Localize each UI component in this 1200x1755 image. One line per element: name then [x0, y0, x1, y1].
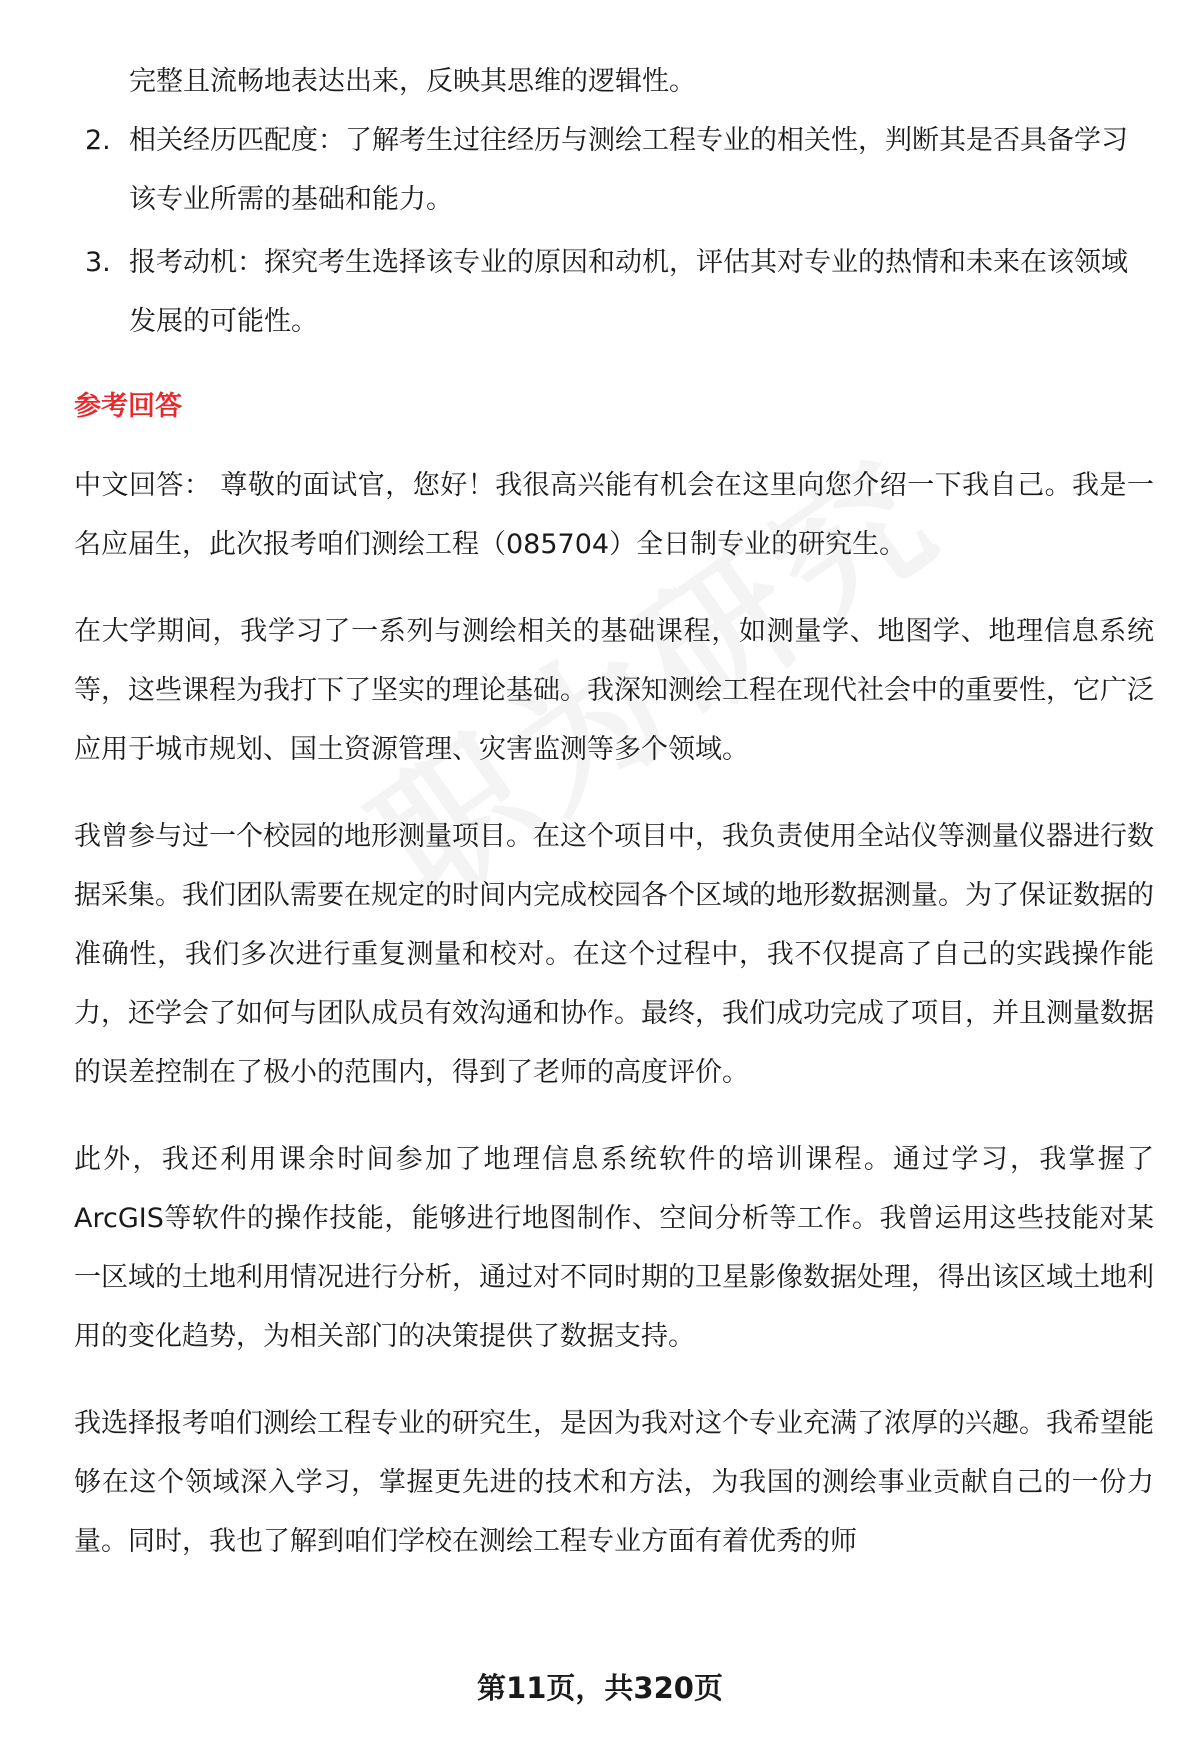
list-item	[74, 233, 1154, 351]
list-number: 3.	[85, 247, 111, 278]
paragraph: 我选择报考咱们测绘工程专业的研究生，是因为我对这个专业充满了浓厚的兴趣。我希望能够在这个领域深入学习，掌握更先进的技术和方法，为我国的测绘事业贡献自己的一份力量。同时，我也了解到咱们学校在测绘工程专业方面有着优秀的师	[74, 1408, 1154, 1557]
document-content	[74, 52, 1154, 1599]
list-item-text: 报考动机：探究考生选择该专业的原因和动机，评估其对专业的热情和未来在该领域发展的可能性。	[129, 247, 1128, 337]
page-number-footer: 第11页，共320页	[477, 1671, 723, 1705]
list-number: 2.	[85, 125, 111, 156]
section-heading: 参考回答	[74, 391, 182, 422]
paragraph: 在大学期间，我学习了一系列与测绘相关的基础课程，如测量学、地图学、地理信息系统等，这些课程为我打下了坚实的理论基础。我深知测绘工程在现代社会中的重要性，它广泛应用于城市规划、国土资源管理、灾害监测等多个领域。	[74, 616, 1154, 765]
list-item	[74, 111, 1154, 229]
criteria-list	[74, 111, 1154, 351]
list-item-text: 相关经历匹配度：了解考生过往经历与测绘工程专业的相关性，判断其是否具备学习该专业所需的基础和能力。	[129, 125, 1128, 215]
list-item-continuation: 完整且流畅地表达出来，反映其思维的逻辑性。	[129, 66, 696, 97]
paragraph: 我曾参与过一个校园的地形测量项目。在这个项目中，我负责使用全站仪等测量仪器进行数据采集。我们团队需要在规定的时间内完成校园各个区域的地形数据测量。为了保证数据的准确性，我们多次进行重复测量和校对。在这个过程中，我不仅提高了自己的实践操作能力，还学会了如何与团队成员有效沟通和协作。最终，我们成功完成了项目，并且测量数据的误差控制在了极小的范围内，得到了老师的高度评价。	[74, 821, 1154, 1088]
paragraph: 中文回答： 尊敬的面试官，您好！我很高兴能有机会在这里向您介绍一下我自己。我是一名应届生，此次报考咱们测绘工程（085704）全日制专业的研究生。	[74, 470, 1154, 560]
paragraph: 此外，我还利用课余时间参加了地理信息系统软件的培训课程。通过学习，我掌握了ArcGIS等软件的操作技能，能够进行地图制作、空间分析等工作。我曾运用这些技能对某一区域的土地利用情况进行分析，通过对不同时期的卫星影像数据处理，得出该区域土地利用的变化趋势，为相关部门的决策提供了数据支持。	[74, 1144, 1154, 1352]
